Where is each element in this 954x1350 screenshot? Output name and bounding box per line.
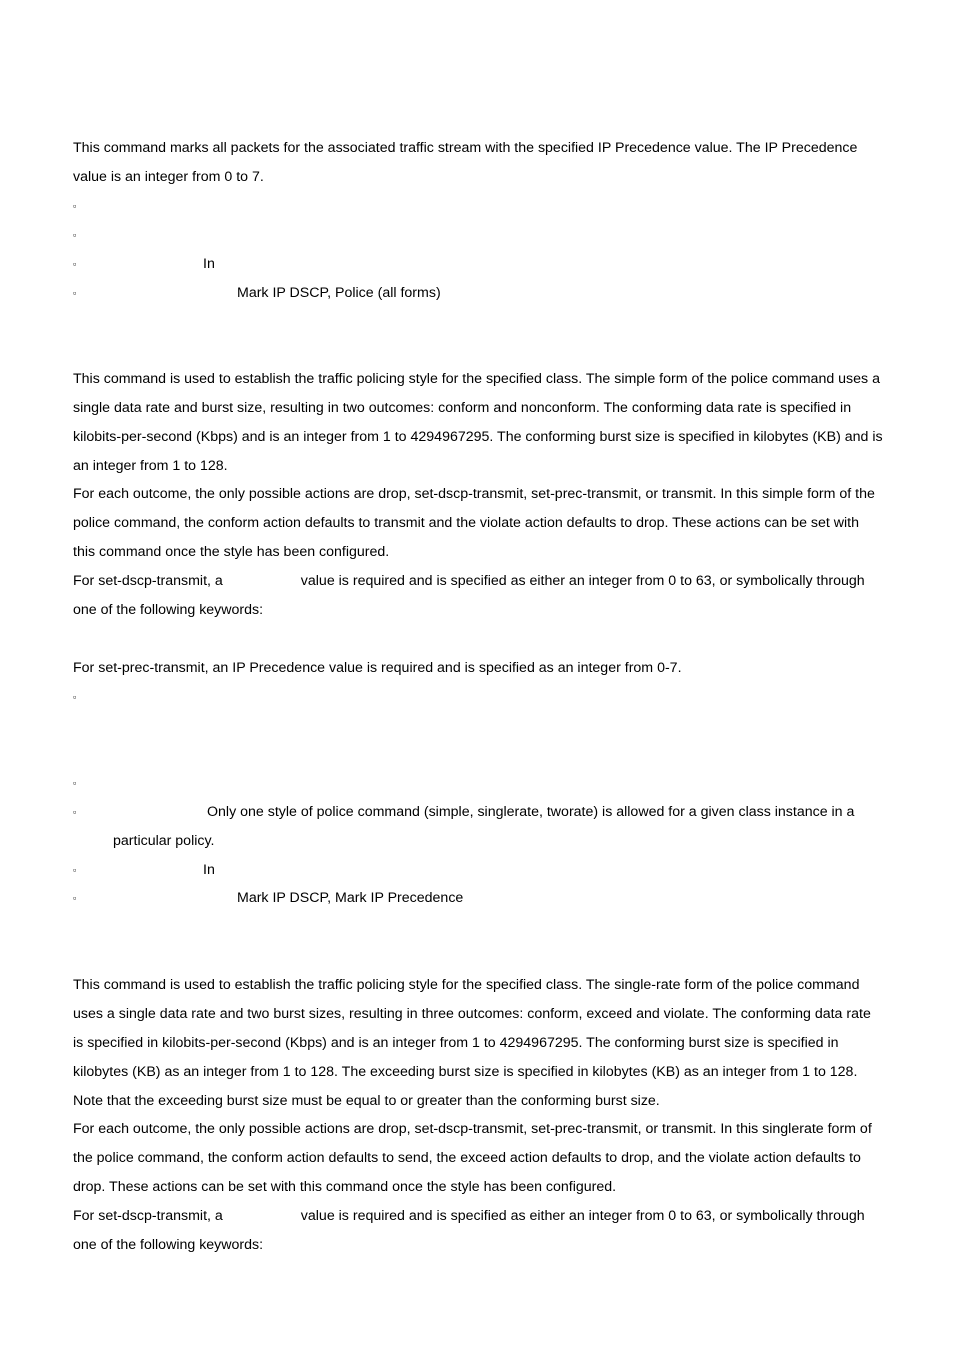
bullet-square-icon: ▫ — [73, 230, 77, 240]
dscp-note-after: value is required and is specified as either an integer from 0 to 63, or symbolically through one of the following keywords: — [73, 573, 865, 618]
police-singlerate-dscp-note — [73, 1202, 885, 1260]
bullet-square-icon: ▫ — [73, 692, 77, 702]
bullet-item — [73, 250, 885, 279]
dscp-note-before: For set-dscp-transmit, a — [73, 1208, 223, 1224]
bullet-text: Only one style of police command (simple, singlerate, tworate) is allowed for a given class instance in a particular policy. — [113, 804, 855, 849]
bullet-text: Mark IP DSCP, Mark IP Precedence — [237, 890, 464, 906]
police-singlerate-actions: For each outcome, the only possible actions are drop, set-dscp-transmit, set-prec-transmit, or transmit. In this singlerate form of the police command, the conform action defaults to send, the exceed action defaults to drop, and the violate action defaults to drop. These actions can be set with this command once the style has been configured. — [73, 1121, 872, 1195]
police-simple-dscp-note — [73, 567, 885, 625]
bullet-square-icon: ▫ — [73, 201, 77, 211]
bullet-square-icon: ▫ — [73, 288, 77, 298]
bullet-text: In — [203, 862, 215, 878]
dscp-note-before: For set-dscp-transmit, a — [73, 573, 223, 589]
bullet-item — [73, 221, 885, 250]
dscp-note-after: value is required and is specified as either an integer from 0 to 63, or symbolically through one of the following keywords: — [73, 1208, 865, 1253]
bullet-item — [73, 279, 885, 308]
ip-precedence-description: This command marks all packets for the associated traffic stream with the specified IP Precedence value. The IP Precedence value is an integer from 0 to 7. — [73, 140, 858, 185]
bullet-square-icon: ▫ — [73, 807, 77, 817]
bullet-item — [73, 798, 885, 856]
police-simple-description: This command is used to establish the traffic policing style for the specified class. The simple form of the police command uses a single data rate and burst size, resulting in two outcomes: conform and nonconform. The conforming data rate is specified in kilobits-per-second (Kbps) and is an integer from 1 to 4294967295. The conforming burst size is specified in kilobytes (KB) and is an integer from 1 to 128. — [73, 371, 883, 474]
bullet-text: Mark IP DSCP, Police (all forms) — [237, 285, 441, 301]
bullet-square-icon: ▫ — [73, 778, 77, 788]
bullet-square-icon: ▫ — [73, 865, 77, 875]
bullet-text: In — [203, 256, 215, 272]
bullet-square-icon: ▫ — [73, 259, 77, 269]
police-simple-actions: For each outcome, the only possible actions are drop, set-dscp-transmit, set-prec-transmit, or transmit. In this simple form of the police command, the conform action defaults to transmit and the violate action defaults to drop. These actions can be set with this command once the style has been configured. — [73, 486, 875, 560]
police-simple-prec-note: For set-prec-transmit, an IP Precedence value is required and is specified as an integer from 0-7. — [73, 660, 682, 676]
bullet-item — [73, 769, 885, 798]
bullet-item — [73, 683, 885, 712]
bullet-item — [73, 192, 885, 221]
bullet-square-icon: ▫ — [73, 893, 77, 903]
bullet-item — [73, 856, 885, 885]
police-singlerate-description: This command is used to establish the traffic policing style for the specified class. The single-rate form of the police command uses a single data rate and two burst sizes, resulting in three outcomes: conform, exceed and violate. The conforming data rate is specified in kilobits-per-second (Kbps) and is an integer from 1 to 4294967295. The conforming burst size is specified in kilobytes (KB) as an integer from 1 to 128. The exceeding burst size is specified in kilobytes (KB) as an integer from 1 to 128. Note that the exceeding burst size must be equal to or greater than the conforming burst size. — [73, 977, 871, 1109]
bullet-item — [73, 884, 885, 913]
